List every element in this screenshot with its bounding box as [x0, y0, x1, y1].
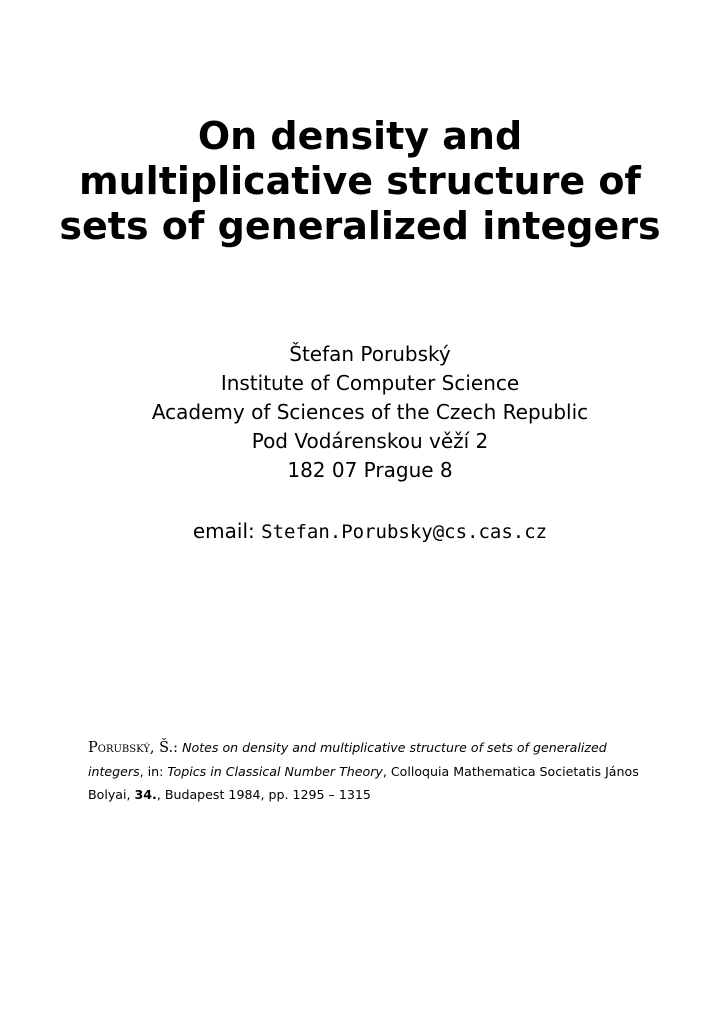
citation-volume: 34.: [134, 787, 157, 802]
citation-series: , Colloquia Mathematica Societatis János Bolyai,: [88, 764, 639, 802]
email-label: email:: [192, 519, 255, 543]
citation-rest: , Budapest 1984, pp. 1295 – 1315: [156, 787, 371, 802]
citation-book-title: Topics in Classical Number Theory: [167, 764, 383, 779]
citation-reference: [88, 736, 654, 806]
title-line-2: multiplicative structure of: [79, 159, 641, 203]
city-address: 182 07 Prague 8: [287, 458, 453, 482]
email-line: [0, 517, 720, 547]
citation-paper-title: Notes on density and multiplicative structure of sets of generalized integers: [88, 740, 607, 779]
author-affiliation: [0, 340, 720, 485]
institute-name: Institute of Computer Science: [220, 371, 520, 395]
citation-sep: , in:: [139, 764, 168, 779]
email-address[interactable]: Stefan.Porubsky@cs.cas.cz: [261, 521, 548, 543]
author-name: Štefan Porubský: [289, 342, 451, 366]
paper-title: [0, 114, 720, 249]
street-address: Pod Vodárenskou věží 2: [251, 429, 489, 453]
title-line-3: sets of generalized integers: [59, 204, 661, 248]
title-line-1: On density and: [197, 114, 523, 158]
academy-name: Academy of Sciences of the Czech Republic: [151, 400, 589, 424]
citation-author: Porubský, Š.:: [88, 740, 179, 756]
